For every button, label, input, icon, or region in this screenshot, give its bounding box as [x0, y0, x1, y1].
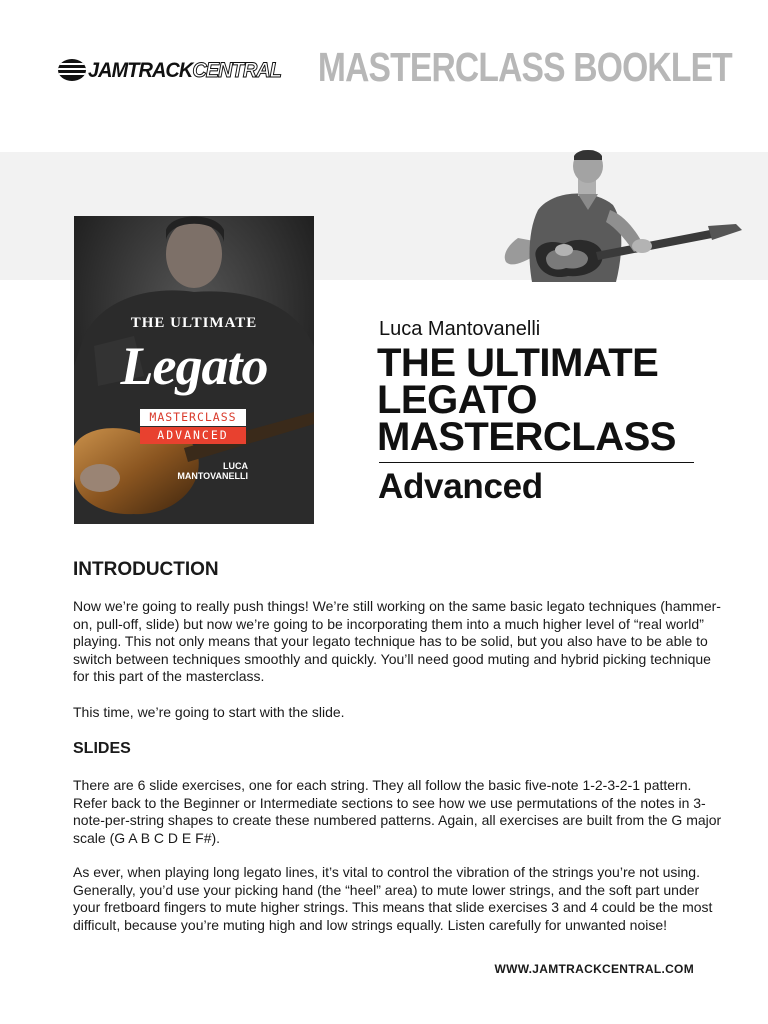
cover-masterclass-label: MASTERCLASS [140, 409, 246, 426]
logo-bold-text: JAMTRACK [88, 58, 193, 82]
cover-author-first: LUCA [223, 461, 248, 471]
intro-paragraph-2: This time, we’re going to start with the slide. [73, 704, 345, 720]
slides-paragraph-2: As ever, when playing long legato lines, it’s vital to control the vibration of the strings you’re not using. Generally, you’d use your picking hand (the “heel” area) to mute lower strings, and the soft part under your fretboard fingers to mute higher strings. This means that slide exercises 3 and 4 could be the most difficult, because you’re muting high and low strings equally. Listen carefully for unwanted noise! [73, 864, 713, 933]
slides-heading: SLIDES [73, 740, 131, 757]
booklet-title: MASTERCLASS BOOKLET [317, 44, 732, 90]
cover-author-last: MANTOVANELLI [177, 471, 248, 481]
masterclass-title [377, 341, 676, 459]
logo-outline-text: CENTRAL [192, 58, 281, 82]
slides-paragraph-1: There are 6 slide exercises, one for each string. They all follow the basic five-note 1-2-3-2-1 pattern. Refer back to the Beginner or Intermediate sections to see how we use permutations of the notes in 3-note-per-string shapes to create these numbered patterns. Again, all exercises are built from the G major scale (G A B C D E F#). [73, 777, 722, 846]
title-line-3: MASTERCLASS [377, 415, 676, 459]
author-name: Luca Mantovanelli [379, 318, 541, 340]
title-line-2: LEGATO [377, 378, 537, 422]
jamtrackcentral-logo [58, 58, 291, 82]
guitarist-photo [498, 150, 744, 282]
intro-paragraph-1: Now we’re going to really push things! We’re still working on the same basic legato techniques (hammer-on, pull-off, slide) but now we’re going to be incorporating them into a much higher level of “real world” playing. This not only means that your legato technique has to be solid, but you also have to be able to switch between techniques smoothly and quickly. You’ll need good muting and hybrid picking technique for this part of the masterclass. [73, 598, 721, 684]
logo-text [88, 60, 281, 81]
cover-level-label: ADVANCED [140, 427, 246, 444]
title-line-1: THE ULTIMATE [377, 341, 659, 385]
level-subtitle: Advanced [378, 467, 543, 506]
cover-the-ultimate: THE ULTIMATE [130, 315, 258, 331]
cover-legato-title: Legato [120, 336, 268, 396]
logo-stripes-icon [58, 59, 86, 81]
album-cover [74, 216, 314, 524]
introduction-heading: INTRODUCTION [73, 559, 219, 580]
website-url: WWW.JAMTRACKCENTRAL.COM [494, 962, 694, 976]
cover-author [177, 461, 248, 481]
title-divider [379, 462, 694, 463]
